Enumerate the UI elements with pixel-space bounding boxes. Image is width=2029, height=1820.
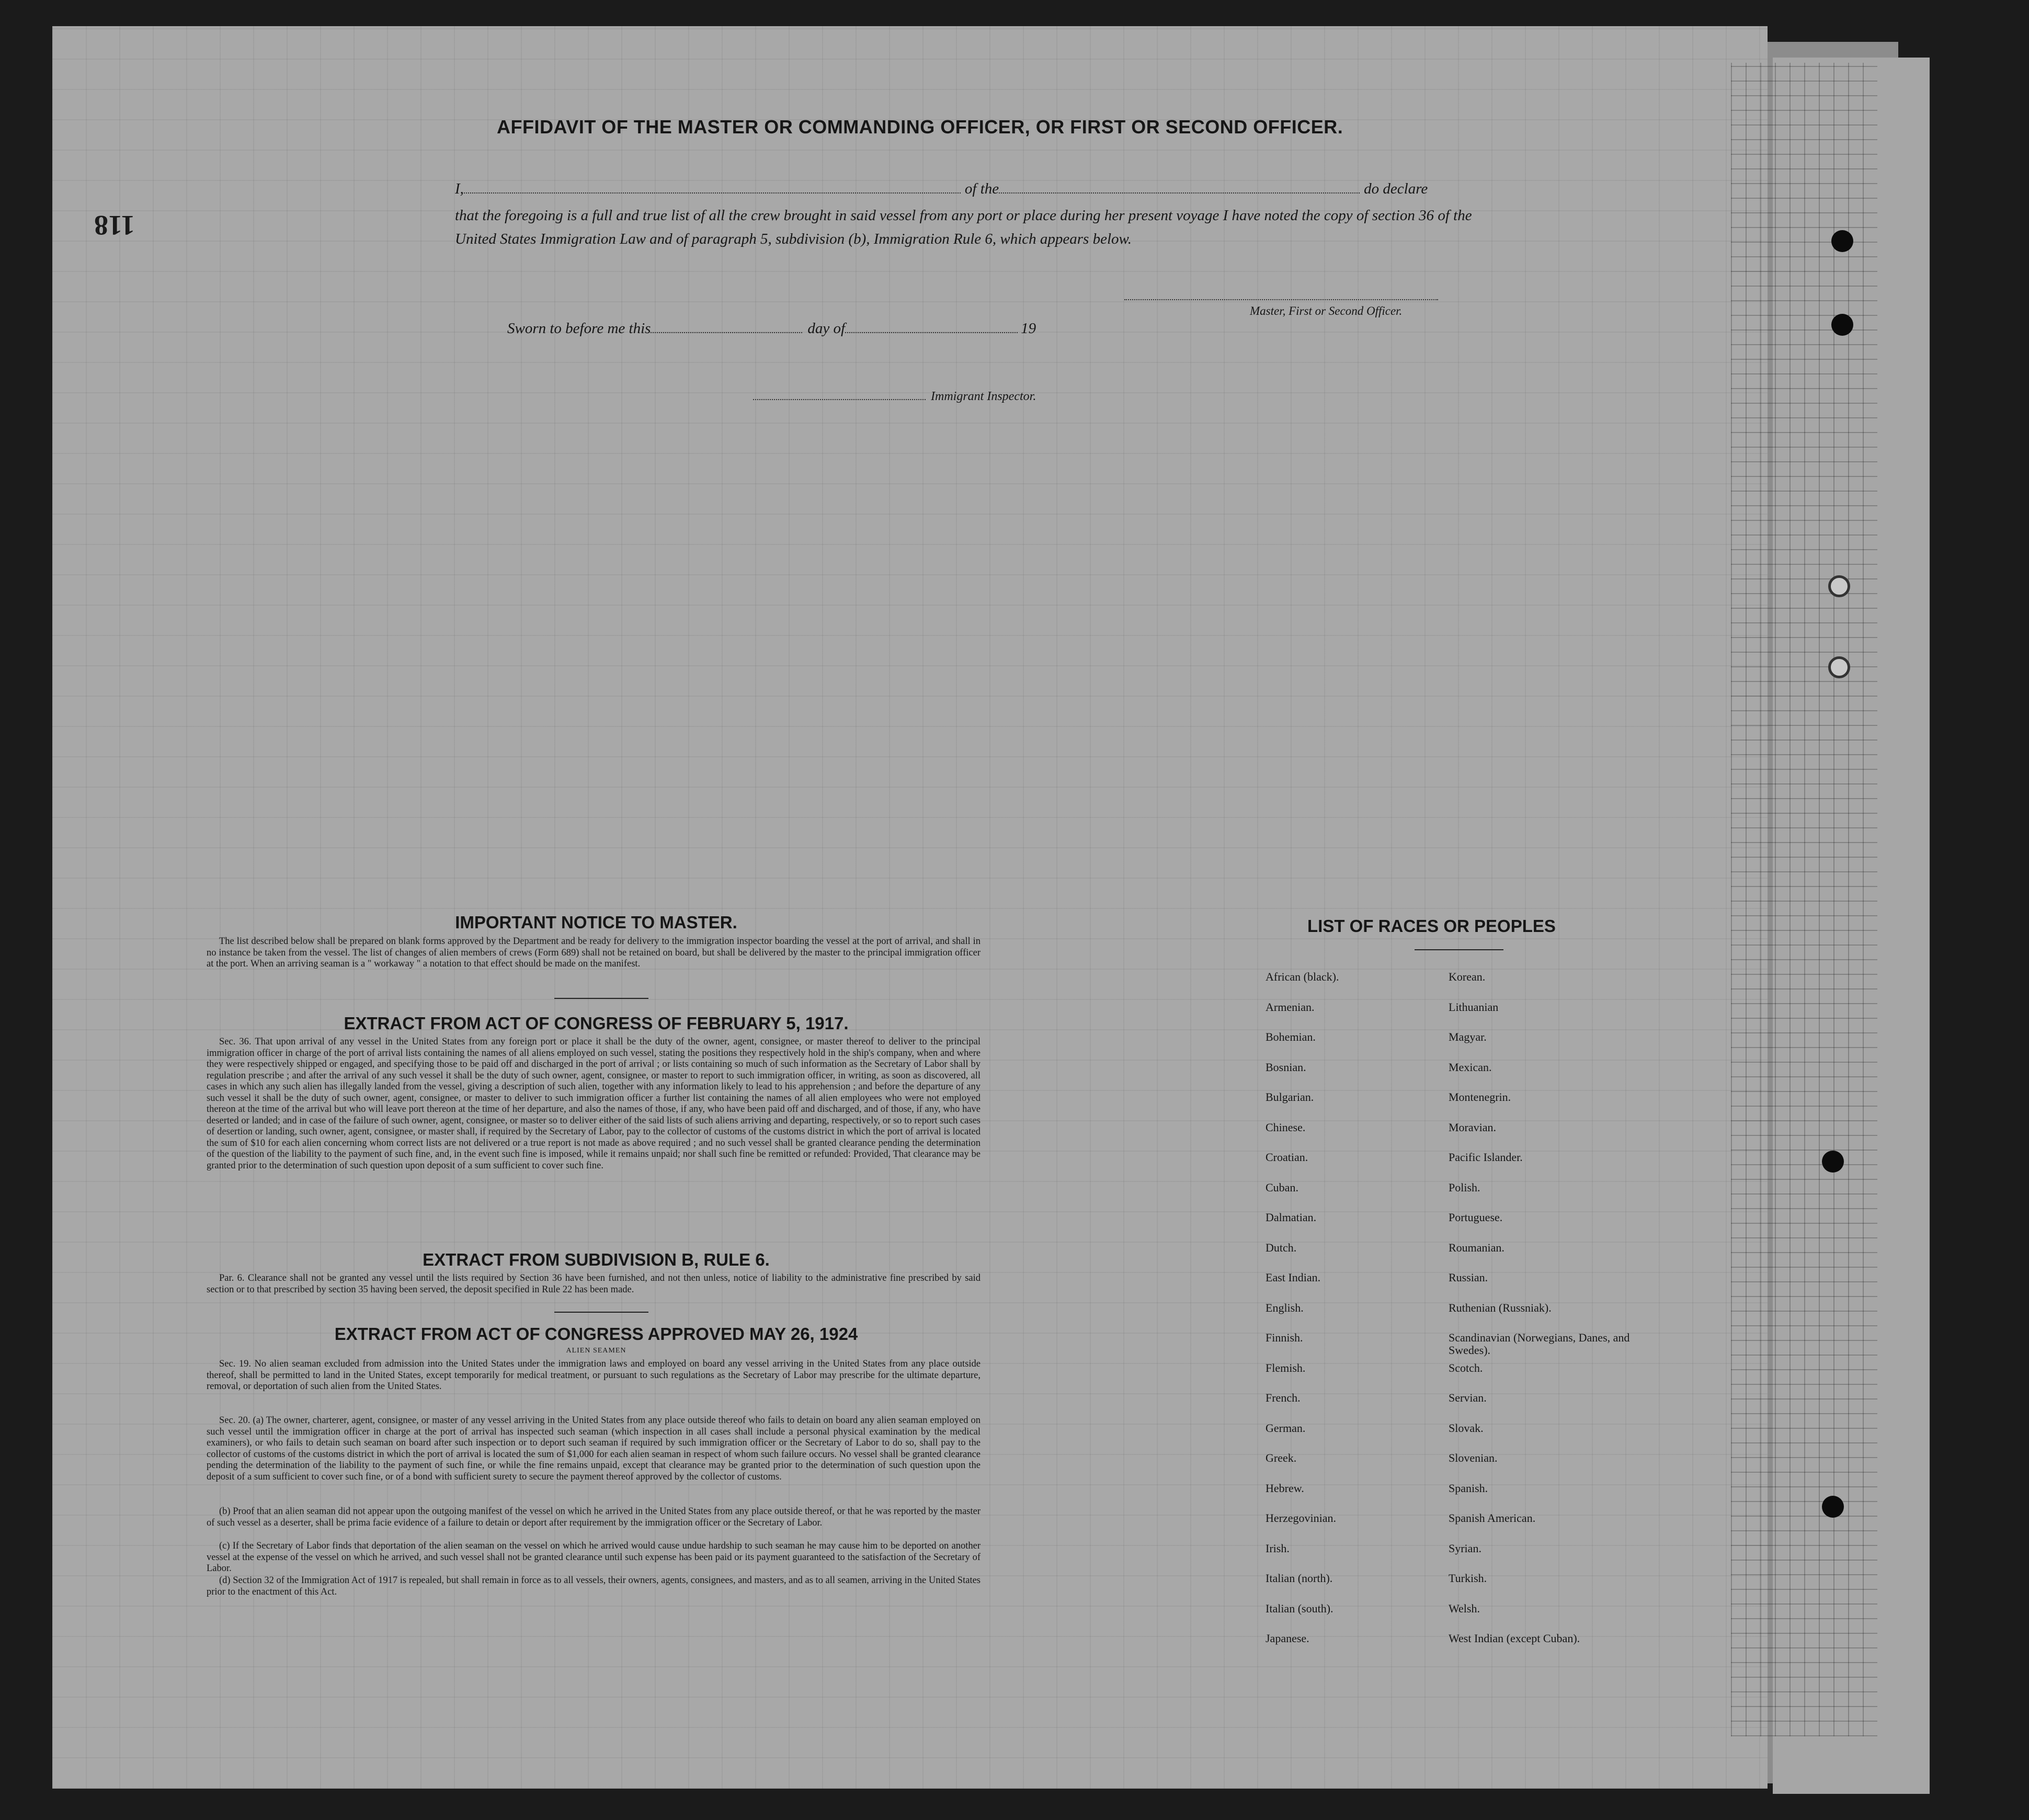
race-item: Polish.	[1449, 1180, 1480, 1194]
race-item: Cuban.	[1266, 1180, 1298, 1194]
inspector-line	[753, 390, 1036, 404]
affidavit-title: AFFIDAVIT OF THE MASTER OR COMMANDING OFFICER, OR FIRST OR SECOND OFFICER.	[497, 116, 1343, 138]
sec-20d-text: (d) Section 32 of the Immigration Act of 1917 is repealed, but shall remain in force as to all vessels, their owners, agents, consignees, and masters, and as to all seamen, arriving in the United States prior to the enactment of this Act.	[207, 1575, 981, 1597]
signature-caption: Master, First or Second Officer.	[1250, 304, 1403, 317]
race-item: Lithuanian	[1449, 1000, 1499, 1014]
year-prefix: 19	[1021, 320, 1036, 337]
signature-line	[1124, 299, 1438, 300]
extract-1924-title: EXTRACT FROM ACT OF CONGRESS APPROVED MAY 26, 1924	[334, 1324, 858, 1344]
race-item: Bosnian.	[1266, 1060, 1306, 1074]
inspector-blank	[753, 399, 926, 400]
binder-hole	[1831, 230, 1853, 252]
race-item: Greek.	[1266, 1451, 1297, 1464]
sec-19-text: Sec. 19. No alien seaman excluded from admission into the United States under the immigration laws and employed on board any vessel arriving in the United States from any place outside thereof, shall be permitted to land in the United States, except temporarily for medical treatment, or pursuant to such regulations as the Secretary of Labor may prescribe for the ultimate departure, removal, or deportation of such alien from the United States.	[207, 1359, 981, 1392]
day-of-label: day of	[807, 320, 846, 337]
race-item: Servian.	[1449, 1391, 1487, 1404]
race-item: Armenian.	[1266, 1000, 1315, 1014]
month-blank	[845, 332, 1018, 333]
race-item: East Indian.	[1266, 1271, 1321, 1284]
race-item: Slovak.	[1449, 1421, 1484, 1435]
binder-hole	[1831, 314, 1853, 336]
declare-prefix: I,	[455, 180, 464, 197]
race-item: Irish.	[1266, 1541, 1290, 1555]
do-declare-label: do declare	[1364, 180, 1428, 197]
declaration-line	[455, 180, 1480, 198]
race-item: Korean.	[1449, 970, 1486, 983]
race-item: Dutch.	[1266, 1241, 1297, 1254]
binder-hole	[1828, 575, 1850, 597]
race-item: African (black).	[1266, 970, 1339, 983]
declaration-body: that the foregoing is a full and true list of all the crew brought in said vessel from any port or place during her present voyage I have noted the copy of section 36 of the United States Immigration Law and of paragraph 5, subdivision (b), Immigration Rule 6, which appears below.	[455, 207, 1472, 247]
binder-hole	[1822, 1496, 1844, 1518]
notice-title: IMPORTANT NOTICE TO MASTER.	[455, 913, 737, 932]
sworn-line	[507, 320, 1036, 337]
race-item: Pacific Islander.	[1449, 1151, 1523, 1164]
race-item: Flemish.	[1266, 1361, 1306, 1374]
race-item: Ruthenian (Russniak).	[1449, 1301, 1552, 1314]
race-item: Turkish.	[1449, 1572, 1487, 1585]
race-item: Japanese.	[1266, 1632, 1309, 1645]
race-item: Bohemian.	[1266, 1030, 1316, 1043]
race-item: Italian (north).	[1266, 1572, 1333, 1585]
notice-text: The list described below shall be prepared on blank forms approved by the Department and be ready for delivery to the immigration inspector boarding the vessel at the port of arrival, and shall in no instance be taken from the vessel. The list of changes of alien members of crews (Form 689) shall not be retained on board, but shall be delivered by the master to the principal immigration officer at the port. When an arriving seaman is a " workaway " a notation to that effect should be made on the manifest.	[207, 936, 981, 969]
race-item: Portuguese.	[1449, 1211, 1503, 1224]
race-item: Croatian.	[1266, 1151, 1308, 1164]
extract-1917-title: EXTRACT FROM ACT OF CONGRESS OF FEBRUARY 5, 1917.	[344, 1014, 849, 1033]
sec-20b-text: (b) Proof that an alien seaman did not appear upon the outgoing manifest of the vessel on which he arrived in the United States from any place outside thereof, or that he was reported by the master of such vessel as a deserter, shall be prima facie evidence of a failure to detain or deport after requirement by the immigration officer or the Secretary of Labor.	[207, 1506, 981, 1528]
race-item: Spanish.	[1449, 1481, 1488, 1495]
sworn-prefix: Sworn to before me this	[507, 320, 651, 337]
extract-1924-subtitle: ALIEN SEAMEN	[566, 1347, 626, 1355]
vessel-blank	[999, 192, 1360, 194]
show-through-grid	[1731, 63, 1877, 1736]
race-item: Chinese.	[1266, 1120, 1306, 1134]
extract-rule6-text: Par. 6. Clearance shall not be granted any vessel until the lists required by Section 36 have been furnished, and not then unless, notice of liability to the administrative fine prescribed by said section or to that prescribed by section 35 having been served, the deposit specified in Rule 22 has been made.	[207, 1273, 981, 1295]
divider	[1415, 949, 1503, 950]
race-item: Dalmatian.	[1266, 1211, 1317, 1224]
binder-hole	[1822, 1151, 1844, 1173]
race-item: Mexican.	[1449, 1060, 1492, 1074]
sworn-day-blank	[651, 332, 802, 333]
extract-rule6-title: EXTRACT FROM SUBDIVISION B, RULE 6.	[423, 1250, 770, 1269]
races-left-column	[1266, 971, 1454, 1663]
divider	[554, 998, 648, 999]
races-right-column	[1449, 971, 1668, 1663]
race-item: Finnish.	[1266, 1331, 1303, 1344]
races-title: LIST OF RACES OR PEOPLES	[1307, 916, 1556, 936]
race-item: Hebrew.	[1266, 1481, 1304, 1495]
binder-hole	[1828, 656, 1850, 678]
race-item: French.	[1266, 1391, 1301, 1404]
race-item: West Indian (except Cuban).	[1449, 1632, 1580, 1645]
race-item: German.	[1266, 1421, 1306, 1435]
race-item: Spanish American.	[1449, 1511, 1536, 1525]
sec-20a-text: Sec. 20. (a) The owner, charterer, agent, consignee, or master of any vessel arriving in the United States from any place outside thereof who fails to detain on board any alien seaman employed on such vessel until the immigration officer in charge at the port of arrival has inspected such seaman (which inspection in all cases shall include a personal physical examination by the medical examiners), or who fails to detain such seaman on board after such inspection or to deport such seaman if required by such immigration officer or the Secretary of Labor to do so, shall pay to the collector of customs of the customs district in which the port of arrival is located the sum of $1,000 for each alien seaman in respect of whom such failure occurs. No vessel shall be granted clearance pending the determination of the liability to the payment of such fine, or while the fine remains unpaid, except that clearance may be granted prior to the determination of such question upon the deposit of a sum sufficient to cover such fine, or of a bond with sufficient surety to secure the payment thereof approved by the collector of customs.	[207, 1415, 981, 1482]
race-item: Scotch.	[1449, 1361, 1483, 1374]
race-item: Scandinavian (Norwegians, Danes, and Swedes).	[1449, 1331, 1630, 1357]
race-item: Montenegrin.	[1449, 1090, 1511, 1104]
name-blank	[464, 192, 961, 194]
race-item: Syrian.	[1449, 1541, 1481, 1555]
sec-20c-text: (c) If the Secretary of Labor finds that deportation of the alien seaman on the vessel on which he arrived would cause undue hardship to such seaman he may cause him to be deported on another vessel at the expense of the vessel on which he arrived, and such vessel shall not be granted clearance until such expense has been paid or its payment guaranteed to the satisfaction of the Secretary of Labor.	[207, 1541, 981, 1574]
race-item: English.	[1266, 1301, 1304, 1314]
race-item: Moravian.	[1449, 1120, 1497, 1134]
race-item: Russian.	[1449, 1271, 1488, 1284]
race-item: Herzegovinian.	[1266, 1511, 1336, 1525]
page-number: 118	[94, 210, 135, 241]
race-item: Italian (south).	[1266, 1601, 1333, 1615]
race-item: Magyar.	[1449, 1030, 1487, 1043]
divider	[554, 1312, 648, 1313]
race-item: Slovenian.	[1449, 1451, 1498, 1464]
race-item: Welsh.	[1449, 1601, 1480, 1615]
race-item: Bulgarian.	[1266, 1090, 1314, 1104]
inspector-caption: Immigrant Inspector.	[931, 390, 1036, 403]
race-item: Roumanian.	[1449, 1241, 1504, 1254]
extract-1917-text: Sec. 36. That upon arrival of any vessel in the United States from any foreign port or place it shall be the duty of the owner, agent, consignee, or master thereof to deliver to the principal immigration officer in charge of the port of arrival lists containing the names of all aliens employed on such vessel, stating the positions they respectively hold in the ship's company, when and where they were respectively shipped or engaged, and specifying those to be paid off and discharged in the port of arrival ; or lists containing so much of such information as the Secretary of Labor shall by regulation prescribe ; and after the arrival of any such vessel it shall be the duty of such owner, agent, consignee, or master to report to such immigration officer, in writing, as soon as discovered, all cases in which any such alien has illegally landed from the vessel, giving a description of such alien, together with any information likely to lead to his apprehension ; and before the departure of any such vessel it shall be the duty of such owner, agent, consignee, or master to deliver to such immigration officer a further list containing the names of all alien employees who were not employed thereon at the time of the arrival but who will leave port thereon at the time of her departure, and also the names of those, if any, who have been paid off and discharged, and of those, if any, who have deserted or landed; and in case of the failure of such owner, agent, consignee, or master so to deliver either of the said lists of such aliens arriving and departing, respectively, or so to report such cases of desertion or landing, such owner, agent, consignee, or master shall, if required by the Secretary of Labor, pay to the collector of customs of the customs district in which the port of arrival is located the sum of $10 for each alien concerning whom correct lists are not delivered or a true report is not made as above required ; and no such vessel shall be granted clearance pending the determination of the question of the liability to the payment of such fine, and, in the event such fine is imposed, while it remains unpaid; nor shall such fine be remitted or refunded: Provided, That clearance may be granted prior to the determination of such question upon deposit of a sum sufficient to cover such fine.	[207, 1037, 981, 1171]
of-the-label: of the	[964, 180, 999, 197]
